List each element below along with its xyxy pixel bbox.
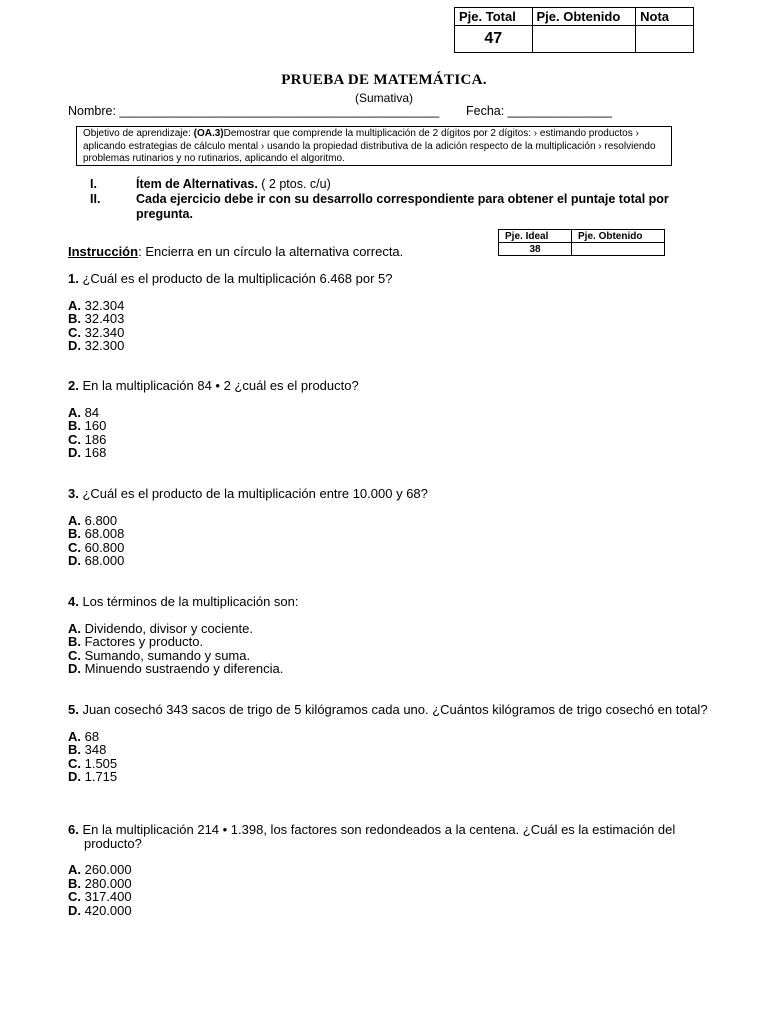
options-list [68,863,708,917]
option-letter: B. [68,634,81,649]
question-body: Juan cosechó 343 sacos de trigo de 5 kilógramos cada uno. ¿Cuántos kilógramos de trigo cosechó en total? [78,702,708,717]
question-text [68,595,708,609]
option-text: 6.800 [81,512,118,528]
question-number: 4. [68,594,79,609]
score-header-total: Pje. Total [455,8,533,26]
item-numeral-2: II. [90,192,101,206]
option-letter: B. [68,875,81,891]
objective-text: Demostrar que comprende la multiplicación de 2 dígitos por 2 dígitos: › estimando productos › aplicando estrategias de cálculo mental › usando la propiedad distributiva de la adición respecto de la multiplicación › resolviendo problemas rutinarios y no rutinarios, aplicando el algoritmo. [83,128,656,164]
option-letter: C. [68,889,81,904]
question-5 [68,703,708,784]
option-letter: D. [68,338,81,353]
instruction-colon: : [138,244,142,259]
option-d[interactable] [68,554,708,568]
ideal-header: Pje. Ideal [499,230,572,243]
item-bold-2: Cada ejercicio debe ir con su desarrollo correspondiente para obtener el puntaje total por pregunta. [136,192,669,221]
option-letter: D. [68,553,81,568]
option-b[interactable] [68,877,708,891]
item-normal-1: ( 2 ptos. c/u) [257,177,331,191]
option-b[interactable] [68,312,708,326]
question-body: ¿Cuál es el producto de la multiplicación 6.468 por 5? [78,271,393,286]
option-d[interactable] [68,339,708,353]
option-text: 32.340 [81,324,125,340]
option-letter: B. [68,311,81,326]
option-letter: A. [68,512,81,528]
learning-objective-box [76,126,672,166]
option-text: 68 [81,728,100,744]
option-letter: D. [68,661,81,676]
question-body: Los términos de la multiplicación son: [78,594,299,609]
option-text: 68.008 [81,526,125,541]
option-text: Sumando, sumando y suma. [81,647,251,663]
score-header-obtained: Pje. Obtenido [532,8,636,26]
option-d[interactable] [68,662,708,676]
option-text: 186 [81,431,107,447]
options-list [68,299,708,353]
option-letter: A. [68,297,81,313]
question-body: En la multiplicación 214 • 1.398, los factores son redondeados a la centena. ¿Cuál es la estimación del producto? [78,822,676,851]
option-b[interactable] [68,635,708,649]
question-1 [68,272,708,353]
score-header-grade: Nota [636,8,694,26]
option-d[interactable] [68,904,708,918]
score-grade-cell[interactable] [636,26,694,53]
ideal-value: 38 [499,243,572,256]
question-text [68,823,708,850]
option-letter: D. [68,769,81,784]
item-bold-1: Ítem de Alternativas. [136,177,258,191]
option-c[interactable] [68,326,708,340]
question-text [68,379,708,393]
options-list [68,622,708,676]
ideal-obtained-cell[interactable] [572,243,665,256]
option-text: Dividendo, divisor y cociente. [81,620,253,636]
option-text: 84 [81,404,100,420]
option-text: 1.505 [81,755,118,771]
ideal-obtained-header: Pje. Obtenido [572,230,665,243]
option-a[interactable] [68,730,708,744]
question-2 [68,379,708,460]
date-field[interactable]: Fecha: _______________ [466,104,612,118]
document-title: PRUEBA DE MATEMÁTICA. [281,72,487,88]
objective-prefix: Objetivo de aprendizaje: [83,128,194,139]
option-text: 1.715 [81,769,118,784]
option-letter: D. [68,445,81,460]
option-letter: B. [68,418,81,433]
item-numeral-1: I. [90,177,97,191]
options-list [68,730,708,784]
question-number: 2. [68,378,79,393]
name-field[interactable]: Nombre: ______________________________________________ [68,104,440,118]
option-text: 168 [81,445,107,460]
option-c[interactable] [68,757,708,771]
option-letter: D. [68,902,81,918]
option-c[interactable] [68,541,708,555]
option-a[interactable] [68,406,708,420]
option-text: 60.800 [81,539,125,555]
score-table [454,7,694,53]
option-letter: A. [68,404,81,420]
question-text [68,487,708,501]
option-a[interactable] [68,299,708,313]
option-d[interactable] [68,446,708,460]
option-b[interactable] [68,527,708,541]
option-a[interactable] [68,863,708,877]
option-letter: A. [68,862,81,877]
question-body: En la multiplicación 84 • 2 ¿cuál es el producto? [78,378,359,393]
item-description-1 [136,177,706,192]
option-letter: B. [68,526,81,541]
score-total-value: 47 [455,26,533,53]
option-c[interactable] [68,433,708,447]
option-a[interactable] [68,622,708,636]
instruction [68,244,403,259]
option-b[interactable] [68,419,708,433]
option-text: 32.403 [81,311,125,326]
option-letter: C. [68,647,81,663]
question-number: 1. [68,271,79,286]
instruction-text: Encierra en un círculo la alternativa correcta. [141,244,404,259]
question-number: 6. [68,822,79,837]
question-number: 5. [68,702,79,717]
option-text: 160 [81,418,107,433]
option-c[interactable] [68,649,708,663]
option-text: 68.000 [81,553,125,568]
option-c[interactable] [68,890,708,904]
question-number: 3. [68,486,79,501]
option-letter: C. [68,539,81,555]
option-text: Minuendo sustraendo y diferencia. [81,661,284,676]
document-subtitle: (Sumativa) [354,91,413,105]
option-text: 32.300 [81,338,125,353]
options-list [68,514,708,568]
question-3 [68,487,708,568]
question-text [68,703,708,717]
option-b[interactable] [68,743,708,757]
option-letter: C. [68,755,81,771]
option-a[interactable] [68,514,708,528]
option-text: Factores y producto. [81,634,204,649]
option-letter: A. [68,620,81,636]
option-d[interactable] [68,770,708,784]
option-letter: B. [68,742,81,757]
question-body: ¿Cuál es el producto de la multiplicación entre 10.000 y 68? [78,486,428,501]
option-text: 32.304 [81,297,125,313]
option-text: 420.000 [81,902,132,918]
options-list [68,406,708,460]
objective-code: (OA.3) [193,128,224,139]
score-obtained-cell[interactable] [532,26,636,53]
option-letter: C. [68,324,81,340]
option-text: 317.400 [81,889,132,904]
instruction-label: Instrucción [68,244,139,259]
question-text [68,272,708,286]
option-text: 348 [81,742,107,757]
option-letter: A. [68,728,81,744]
option-text: 280.000 [81,875,132,891]
question-4 [68,595,708,676]
question-6 [68,823,708,917]
option-letter: C. [68,431,81,447]
ideal-score-table [498,229,665,256]
item-description-2 [136,192,706,222]
option-text: 260.000 [81,862,132,877]
